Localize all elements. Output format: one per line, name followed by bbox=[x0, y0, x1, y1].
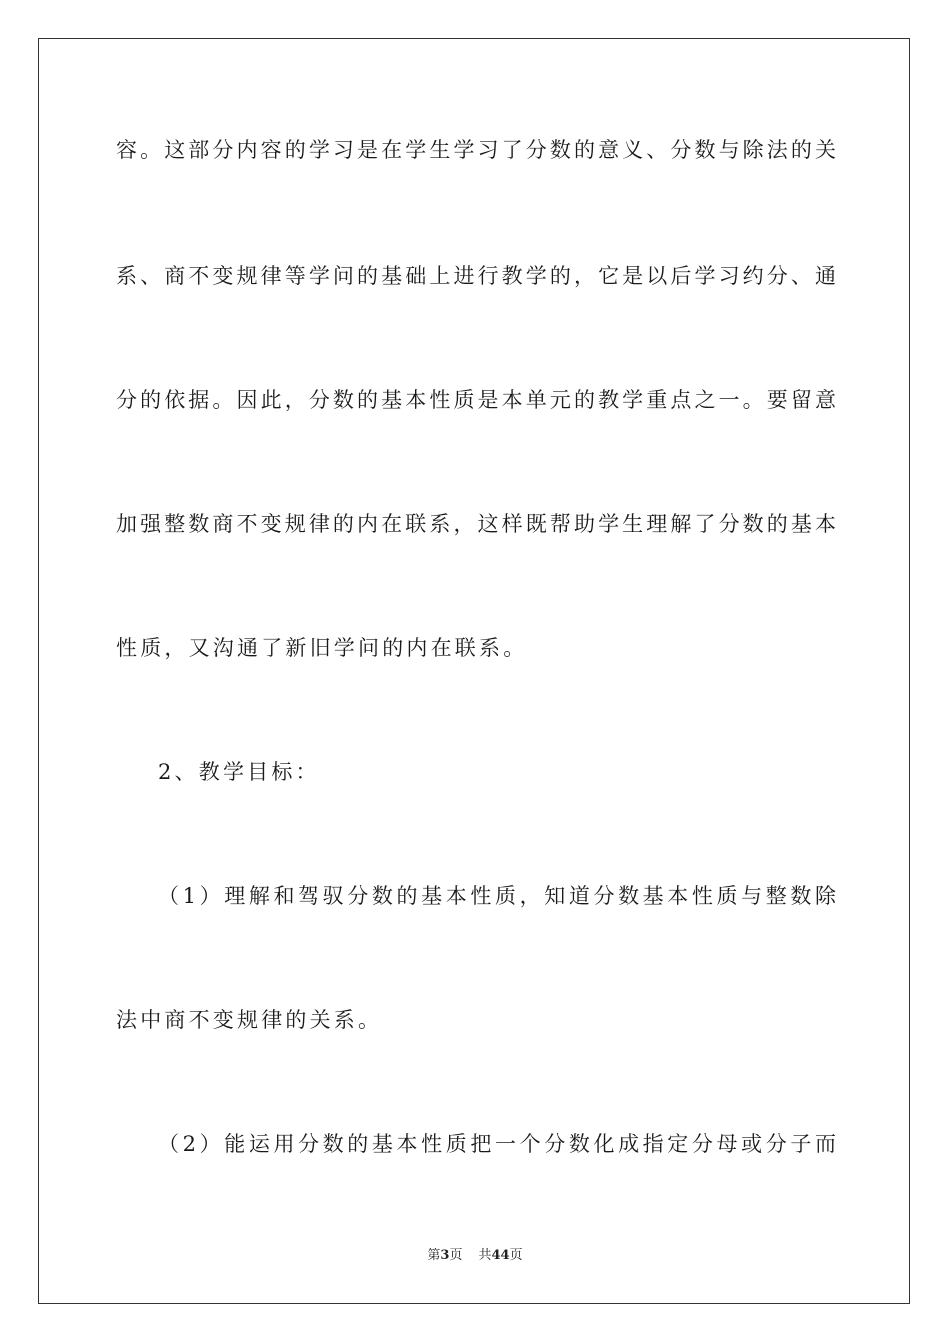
body-line-3: 分的依据。因此，分数的基本性质是本单元的教学重点之一。要留意 bbox=[116, 388, 836, 412]
objective-2-line-1: （2）能运用分数的基本性质把一个分数化成指定分母或分子而 bbox=[158, 1132, 836, 1156]
footer-total-prefix: 共 bbox=[478, 1248, 492, 1263]
footer-page-prefix: 第 bbox=[427, 1248, 441, 1263]
body-line-5: 性质，又沟通了新旧学问的内在联系。 bbox=[116, 636, 528, 660]
body-line-1: 容。这部分内容的学习是在学生学习了分数的意义、分数与除法的关 bbox=[116, 138, 836, 162]
body-line-4: 加强整数商不变规律的内在联系，这样既帮助学生理解了分数的基本 bbox=[116, 512, 836, 536]
footer-page-suffix: 页 bbox=[449, 1248, 463, 1263]
section-heading: 2、教学目标： bbox=[158, 760, 320, 784]
page-border bbox=[38, 38, 910, 1304]
objective-1-line-1: （1）理解和驾驭分数的基本性质，知道分数基本性质与整数除 bbox=[158, 884, 836, 908]
footer-total-pages: 44 bbox=[491, 1248, 510, 1263]
objective-1-line-2: 法中商不变规律的关系。 bbox=[116, 1008, 383, 1032]
footer-total-suffix: 页 bbox=[509, 1248, 523, 1263]
page-footer bbox=[0, 1247, 950, 1265]
footer-page-number: 3 bbox=[440, 1248, 450, 1263]
body-line-2: 系、商不变规律等学问的基础上进行教学的，它是以后学习约分、通 bbox=[116, 264, 836, 288]
